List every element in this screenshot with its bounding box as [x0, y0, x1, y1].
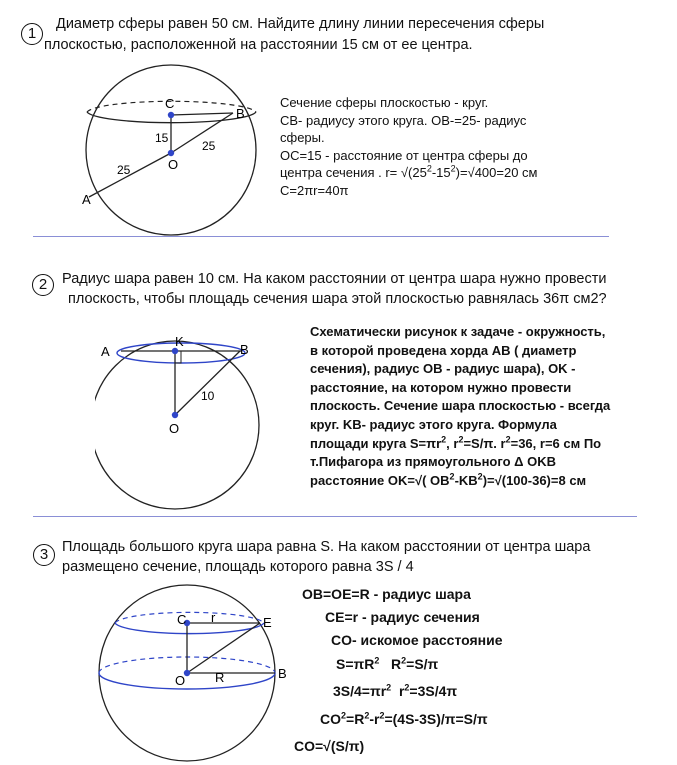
- label-o: O: [168, 157, 179, 172]
- formula-6: $CO^2=R^2-r^2=(4S-3S)/\pi=S/\pi$: [320, 710, 488, 727]
- formula-4: $S=\pi R^2$ $R^2=S/\pi$: [336, 655, 439, 672]
- formula-1: OB=OE=R - радиус шара: [302, 586, 471, 602]
- problem-3-number: 3: [33, 544, 55, 566]
- solution-1-line5: центра сечения . $r= √(25^2-15^2)=√400=20$ см: [280, 164, 538, 181]
- solution-1-line1: Сечение сферы плоскостью - круг.: [280, 95, 489, 110]
- label-oc-length: 15: [155, 131, 169, 145]
- formula-2: CE=r - радиус сечения: [325, 609, 480, 625]
- solution-1-line4: OC=15 - расстояние от центра сферы до: [280, 147, 528, 163]
- solution-2-line7: площади круга $S=\pi r^2$, $r^2=S/\pi$. $r^2=36$, r=6 см По: [310, 434, 602, 451]
- solution-1-line6: C=2πr=40π: [280, 182, 349, 198]
- formula-7: CO=√(S/π): [294, 738, 365, 754]
- point-o-dot: [172, 412, 178, 418]
- label-o: O: [169, 421, 180, 436]
- point-c-dot: [168, 112, 174, 118]
- segment-oe: [187, 623, 260, 673]
- problem-1-figure: [70, 60, 285, 240]
- label-b: B: [278, 666, 287, 681]
- problem-1-number: 1: [21, 23, 43, 45]
- point-o-dot: [168, 150, 174, 156]
- problem-1-solution: [280, 94, 538, 200]
- formula-5: $3S/4=\pi r^2$ $r^2=3S/4\pi$: [333, 682, 458, 699]
- solution-1-line2: CB- радиусу этого круга. OB-=25- радиус: [280, 112, 527, 128]
- label-ob-length: 10: [201, 389, 215, 403]
- label-big-r: R: [215, 670, 225, 685]
- label-k: K: [175, 334, 184, 349]
- problem-3-figure: [95, 578, 300, 765]
- solution-2-line6: круг. KB- радиус этого круга. Формула: [310, 416, 557, 432]
- solution-2-line9: расстояние OK=√( $OB^2-KB^2)=√(100-36)=8$ см: [310, 471, 587, 488]
- divider-1: [33, 236, 609, 237]
- segment-ob: [175, 351, 240, 415]
- problem-2-question-line1: Радиус шара равен 10 см. На каком расстоянии от центра шара нужно провести: [62, 271, 607, 287]
- problem-1-question-line1: Диаметр сферы равен 50 см. Найдите длину линии пересечения сферы: [56, 16, 545, 32]
- label-o: O: [175, 673, 186, 688]
- problem-2-solution: [310, 323, 610, 490]
- solution-2-line1: Схематически рисунок к задаче - окружность,: [310, 324, 606, 339]
- solution-1-line3: сферы.: [280, 130, 325, 146]
- problem-2-question-line2: плоскость, чтобы площадь сечения шара этой плоскостью равнялась 36π см2?: [68, 291, 607, 307]
- solution-2-line4: расстояние, на котором нужно провести: [310, 379, 572, 395]
- problem-3-question-line1: Площадь большого круга шара равна S. На каком расстоянии от центра шара: [62, 539, 591, 555]
- label-b: B: [236, 106, 245, 121]
- divider-2: [33, 516, 637, 517]
- problem-1-question-line2: плоскостью, расположенной на расстоянии 15 см от ее центра.: [44, 37, 473, 53]
- label-ob-length: 25: [202, 139, 216, 153]
- label-r: r: [211, 610, 216, 625]
- solution-2-line8: т.Пифагора из прямоугольного Δ OKB: [310, 454, 557, 470]
- problem-2-figure: [95, 320, 300, 520]
- problem-3-question-line2: размещено сечение, площадь которого равна 3S / 4: [62, 559, 414, 575]
- formula-3: CO- искомое расстояние: [331, 632, 503, 648]
- label-e: E: [263, 615, 272, 630]
- solution-2-line3: сечения), радиус OB - радиус шара), OK -: [310, 361, 576, 377]
- solution-2-line5: плоскость. Сечение шара плоскостью - всегда: [310, 398, 611, 414]
- label-c: C: [165, 96, 175, 111]
- segment-cb: [171, 113, 233, 115]
- label-a: A: [101, 344, 110, 359]
- label-c: C: [177, 612, 187, 627]
- label-a: A: [82, 192, 91, 207]
- problem-2-number: 2: [32, 274, 54, 296]
- label-b: B: [240, 342, 249, 357]
- solution-2-line2: в которой проведена хорда AB ( диаметр: [310, 342, 577, 358]
- label-oa-length: 25: [117, 163, 131, 177]
